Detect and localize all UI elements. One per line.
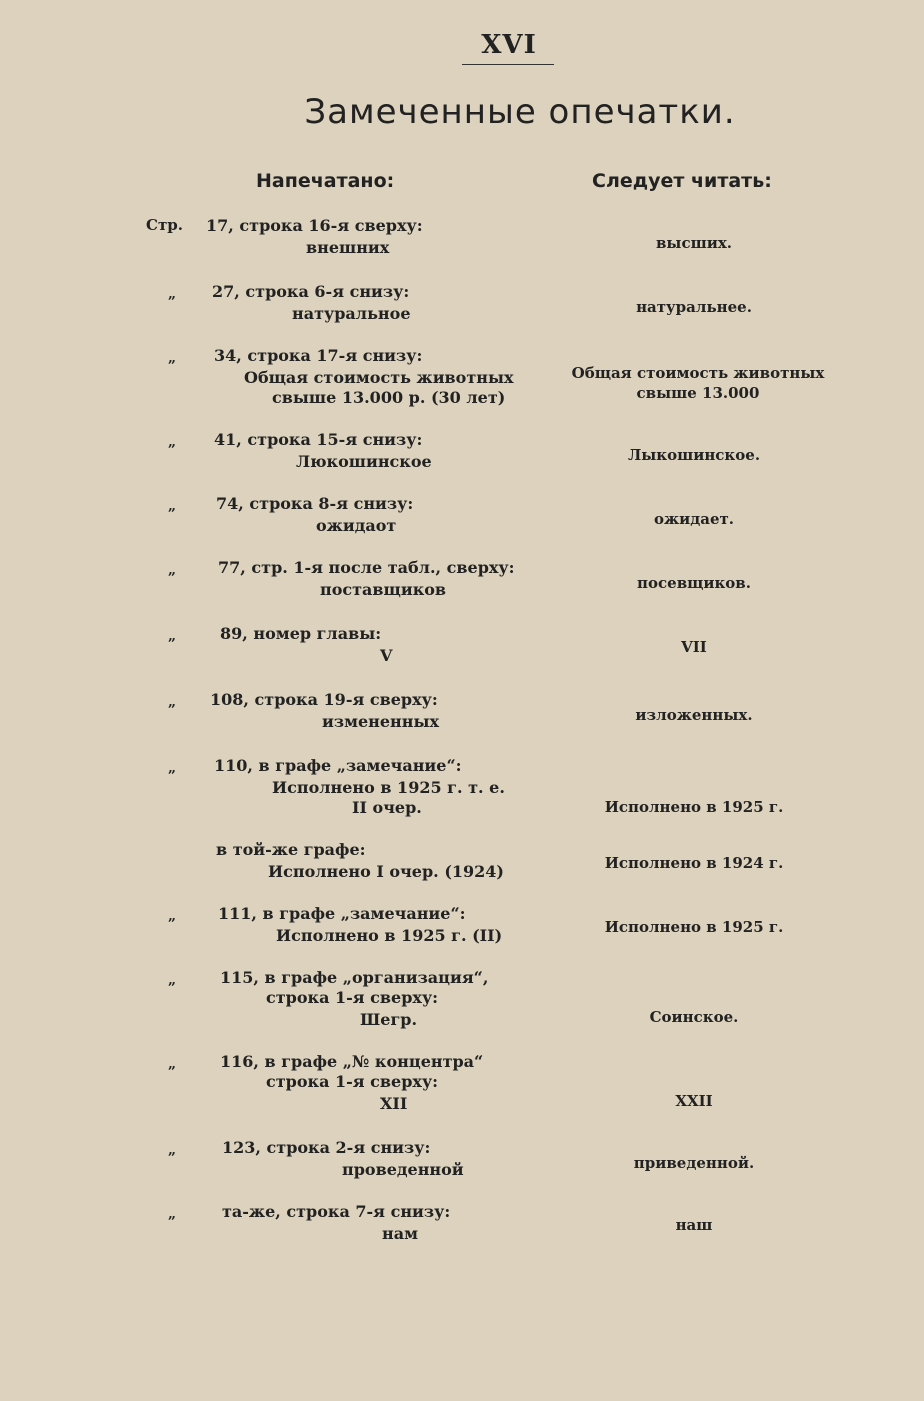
entry-reference: 27, строка 6-я снизу: — [212, 282, 410, 301]
entry-reference: 123, строка 2-я снизу: — [222, 1138, 431, 1157]
entry-reference: та-же, строка 7-я снизу: — [222, 1202, 451, 1221]
entry-marker: „ — [168, 628, 177, 644]
entry-correct-text: приведенной. — [633, 1154, 755, 1172]
entry-printed-text: натуральное — [292, 304, 411, 323]
entry-correct-text: Соинское. — [649, 1008, 739, 1026]
entry-reference: 115, в графе „организация“, — [220, 968, 489, 987]
entry-marker: „ — [168, 972, 177, 988]
entry-reference: строка 1-я сверху: — [266, 1072, 439, 1091]
entry-printed-text: II очер. — [352, 798, 422, 817]
header-correct: Следует читать: — [592, 170, 772, 192]
entry-printed-text: Общая стоимость животных — [244, 368, 514, 387]
entry-correct-text: наш — [675, 1216, 713, 1234]
entry-correct-text: XXII — [675, 1092, 713, 1110]
entry-marker: „ — [168, 1056, 177, 1072]
entry-marker: „ — [168, 498, 177, 514]
entry-printed-text: Исполнено в 1925 г. т. е. — [272, 778, 505, 797]
entry-marker: „ — [168, 562, 177, 578]
entry-marker: „ — [168, 1206, 177, 1222]
entry-reference: 110, в графе „замечание“: — [214, 756, 462, 775]
entry-correct-text: Исполнено в 1925 г. — [604, 798, 784, 816]
page-number-rule — [462, 64, 554, 65]
entry-correct-text: Исполнено в 1924 г. — [604, 854, 784, 872]
header-printed: Напечатано: — [256, 170, 395, 192]
entry-marker: „ — [168, 434, 177, 450]
entry-printed-text: Люкошинское — [296, 452, 432, 471]
entry-reference: 41, строка 15-я снизу: — [214, 430, 423, 449]
entry-printed-text: Шегр. — [360, 1010, 418, 1029]
entry-printed-text: V — [380, 646, 393, 665]
entry-marker: „ — [168, 286, 177, 302]
entry-printed-text: внешних — [306, 238, 390, 257]
entry-marker: Стр. — [146, 216, 183, 234]
entry-reference: 89, номер главы: — [220, 624, 382, 643]
entry-printed-text: поставщиков — [320, 580, 447, 599]
entry-marker: „ — [168, 694, 177, 710]
entry-correct-text: изложенных. — [635, 706, 753, 724]
entry-reference: в той-же графе: — [216, 840, 366, 859]
entry-marker: „ — [168, 760, 177, 776]
page-title: Замеченные опечатки. — [304, 92, 736, 132]
entry-reference: 77, стр. 1-я после табл., сверху: — [218, 558, 515, 577]
entry-printed-text: XII — [380, 1094, 408, 1113]
entry-correct-text: Общая стоимость животных — [571, 364, 825, 382]
entry-printed-text: измененных — [322, 712, 440, 731]
entry-printed-text: ожидаот — [316, 516, 397, 535]
entry-printed-text: нам — [382, 1224, 418, 1243]
entry-marker: „ — [168, 1142, 177, 1158]
entry-marker: „ — [168, 908, 177, 924]
entry-correct-text: высших. — [655, 234, 732, 252]
entry-printed-text: проведенной — [342, 1160, 464, 1179]
entry-printed-text: Исполнено в 1925 г. (II) — [276, 926, 503, 945]
entry-reference: строка 1-я сверху: — [266, 988, 439, 1007]
entry-printed-text: свыше 13.000 р. (30 лет) — [272, 388, 506, 407]
entry-reference: 108, строка 19-я сверху: — [210, 690, 438, 709]
entry-printed-text: Исполнено I очер. (1924) — [268, 862, 504, 881]
entry-correct-text: посевщиков. — [637, 574, 751, 592]
entry-correct-text: натуральнее. — [636, 298, 752, 316]
page-number: XVI — [481, 30, 537, 60]
entry-reference: 17, строка 16-я сверху: — [206, 216, 423, 235]
entry-correct-text: Лыкошинское. — [627, 446, 761, 464]
entry-marker: „ — [168, 350, 177, 366]
entry-correct-text: Исполнено в 1925 г. — [604, 918, 784, 936]
entry-reference: 74, строка 8-я снизу: — [216, 494, 414, 513]
entry-correct-text: свыше 13.000 — [636, 384, 760, 402]
entry-reference: 111, в графе „замечание“: — [218, 904, 466, 923]
entry-correct-text: VII — [681, 638, 707, 656]
entry-reference: 34, строка 17-я снизу: — [214, 346, 423, 365]
entry-reference: 116, в графе „№ концентра“ — [220, 1052, 484, 1071]
entry-correct-text: ожидает. — [653, 510, 735, 528]
